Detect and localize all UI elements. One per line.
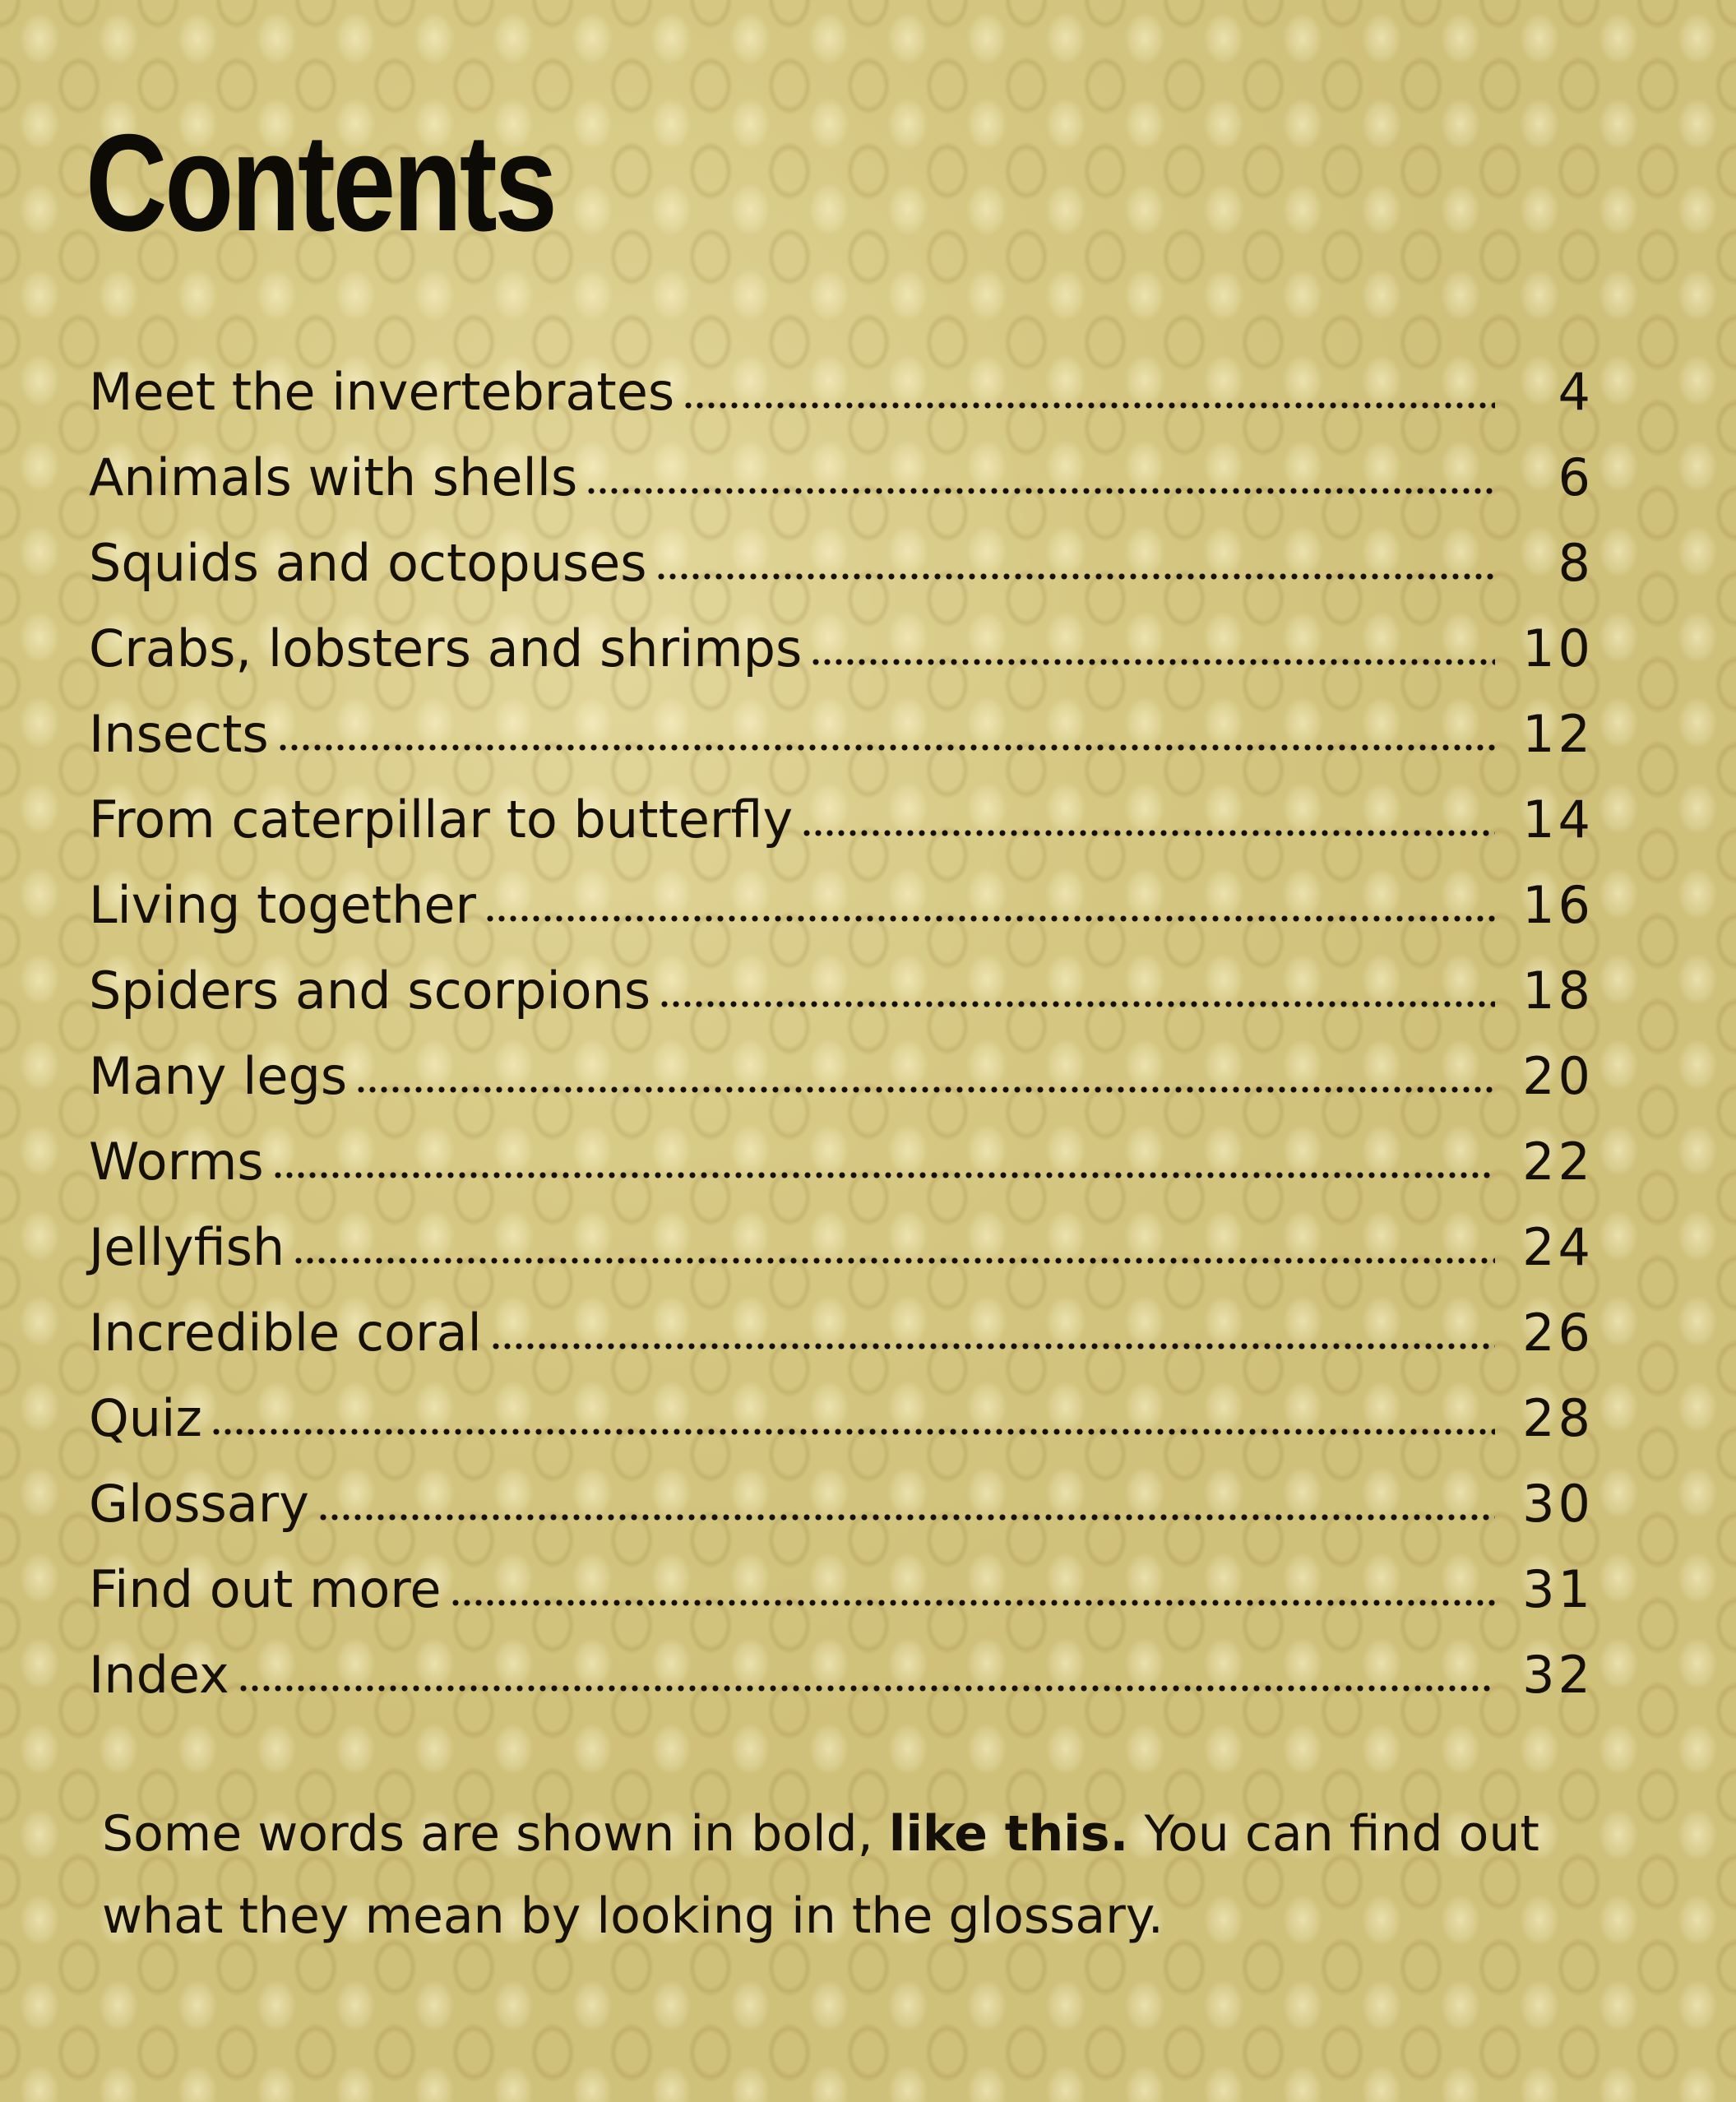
glossary-note	[102, 1793, 1566, 1957]
toc-entry[interactable]	[89, 1632, 1594, 1718]
page-title: Contents	[86, 105, 555, 260]
toc-dot-leader	[586, 487, 1495, 495]
toc-entry[interactable]	[89, 606, 1594, 692]
toc-entry-title: Squids and octopuses	[89, 533, 647, 593]
glossary-note-text-start: Some words are shown in bold,	[102, 1805, 889, 1863]
toc-entry-title: Animals with shells	[89, 447, 578, 507]
toc-entry-title: Meet the invertebrates	[89, 362, 675, 422]
toc-entry[interactable]	[89, 1119, 1594, 1205]
toc-dot-leader	[450, 1599, 1495, 1607]
toc-entry-title: Quiz	[89, 1388, 202, 1448]
toc-entry[interactable]	[89, 1205, 1594, 1290]
toc-entry-page-number: 8	[1558, 533, 1594, 593]
toc-entry-page-number: 4	[1558, 362, 1594, 422]
toc-dot-leader	[317, 1513, 1495, 1521]
toc-dot-leader	[801, 829, 1495, 837]
toc-entry-page-number: 32	[1522, 1645, 1594, 1705]
toc-entry[interactable]	[89, 1376, 1594, 1461]
toc-entry-title: Glossary	[89, 1474, 309, 1534]
toc-entry[interactable]	[89, 350, 1594, 435]
toc-entry-title: Incredible coral	[89, 1303, 482, 1363]
toc-entry-title: Find out more	[89, 1559, 442, 1619]
toc-entry[interactable]	[89, 777, 1594, 863]
table-of-contents	[89, 350, 1594, 1718]
toc-dot-leader	[810, 658, 1495, 666]
glossary-note-text-end: You can find out what they mean by looking in the glossary.	[102, 1805, 1539, 1945]
toc-dot-leader	[277, 743, 1495, 752]
toc-entry-page-number: 20	[1522, 1046, 1594, 1106]
toc-dot-leader	[659, 1000, 1495, 1008]
toc-dot-leader	[490, 1342, 1495, 1350]
toc-entry[interactable]	[89, 1461, 1594, 1547]
toc-entry[interactable]	[89, 435, 1594, 521]
toc-entry-page-number: 16	[1522, 875, 1594, 935]
toc-entry-title: Jellyfish	[89, 1217, 285, 1277]
toc-entry-page-number: 12	[1522, 704, 1594, 764]
toc-entry-page-number: 22	[1522, 1132, 1594, 1192]
toc-dot-leader	[655, 572, 1495, 581]
toc-dot-leader	[683, 401, 1495, 410]
toc-entry-title: Index	[89, 1645, 229, 1705]
toc-dot-leader	[238, 1684, 1495, 1692]
toc-dot-leader	[272, 1171, 1495, 1179]
toc-entry-page-number: 24	[1522, 1217, 1594, 1277]
toc-entry-title: Crabs, lobsters and shrimps	[89, 618, 803, 678]
toc-dot-leader	[355, 1086, 1495, 1094]
toc-entry-page-number: 18	[1522, 961, 1594, 1021]
toc-dot-leader	[484, 914, 1495, 923]
toc-entry[interactable]	[89, 863, 1594, 948]
toc-dot-leader	[293, 1257, 1495, 1265]
toc-entry[interactable]	[89, 1547, 1594, 1632]
toc-entry-page-number: 10	[1522, 618, 1594, 678]
toc-entry-title: Worms	[89, 1132, 264, 1192]
glossary-note-bold-example: like this.	[888, 1805, 1129, 1863]
toc-entry[interactable]	[89, 692, 1594, 777]
toc-entry-page-number: 30	[1522, 1474, 1594, 1534]
toc-entry-page-number: 31	[1522, 1559, 1594, 1619]
toc-entry[interactable]	[89, 521, 1594, 606]
toc-entry-title: From caterpillar to butterfly	[89, 789, 794, 850]
toc-dot-leader	[211, 1428, 1495, 1436]
toc-entry[interactable]	[89, 1034, 1594, 1119]
toc-entry[interactable]	[89, 1290, 1594, 1376]
toc-entry-title: Living together	[89, 875, 477, 935]
toc-entry-page-number: 6	[1558, 447, 1594, 507]
toc-entry-title: Many legs	[89, 1046, 348, 1106]
toc-entry-title: Spiders and scorpions	[89, 961, 651, 1021]
toc-entry[interactable]	[89, 948, 1594, 1034]
toc-entry-title: Insects	[89, 704, 269, 764]
toc-entry-page-number: 28	[1522, 1388, 1594, 1448]
toc-entry-page-number: 26	[1522, 1303, 1594, 1363]
toc-entry-page-number: 14	[1522, 789, 1594, 850]
